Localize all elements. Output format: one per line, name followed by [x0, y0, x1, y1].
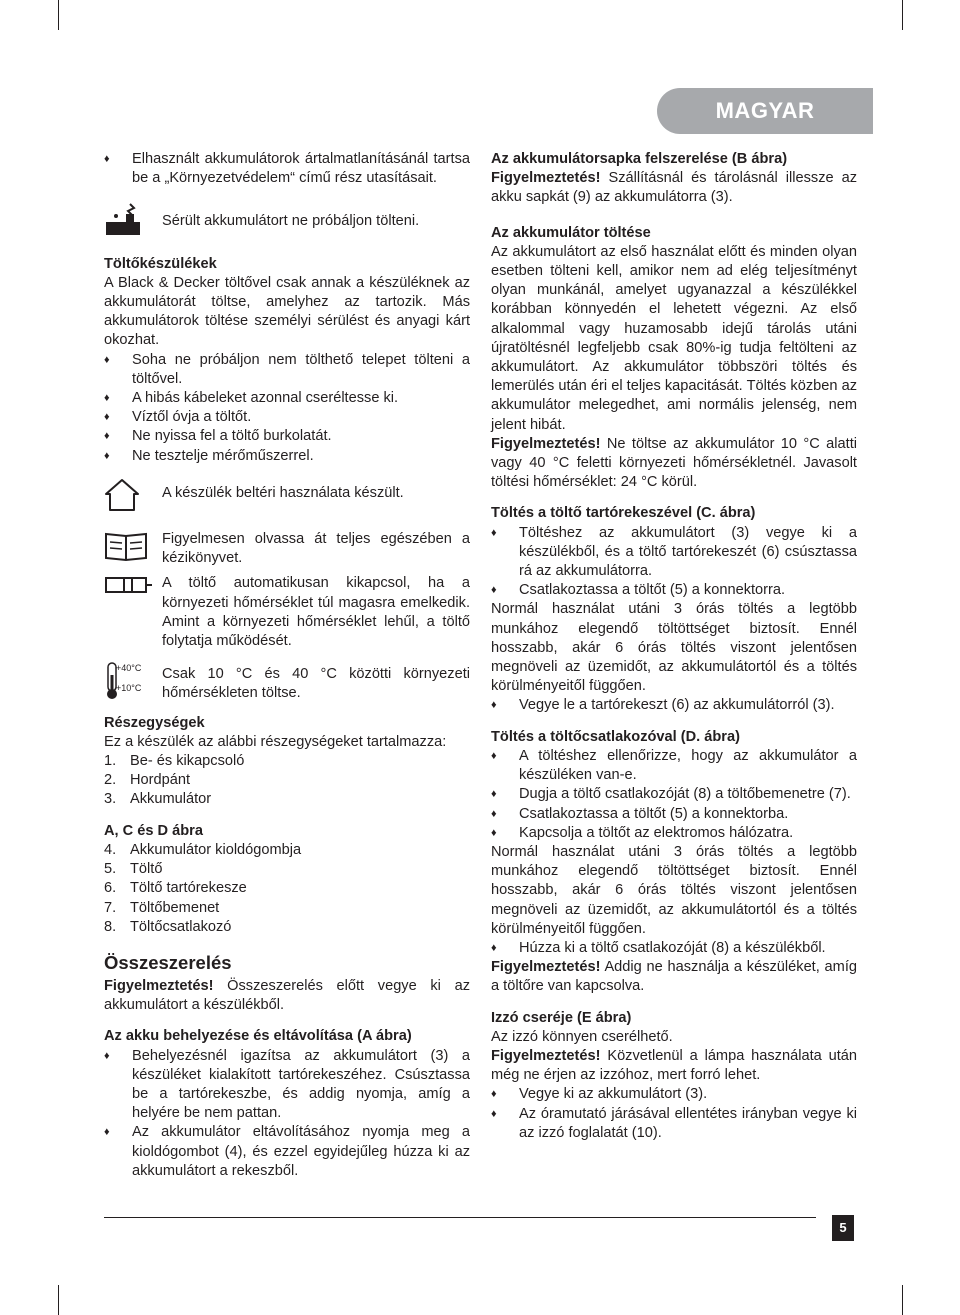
chargers-text: A Black & Decker töltővel csak annak a készüléknek az akkumulátorát töltse, amelyhez az tartozik. Más akkumulátorok töltése személyi sérülést és anyagi kárt okozhat. — [104, 274, 470, 349]
damaged-warning-text: Sérült akkumulátort ne próbáljon tölteni. — [162, 213, 420, 230]
bullet-text: Az akkumulátor eltávolításához nyomja meg a kioldógombot (4), és ezzel egyidejűleg húzza ki az akkumulátort a rekeszből. — [132, 1124, 470, 1179]
temp-range-text: Csak 10 °C és 40 °C közötti környezeti hőmérsékleten töltse. — [162, 666, 470, 702]
bullet-text: Víztől óvja a töltőt. — [132, 409, 252, 426]
bullet-text: Kapcsolja a töltőt az elektromos hálózatra. — [519, 824, 794, 841]
crop-mark — [58, 1285, 59, 1315]
list-item — [104, 879, 470, 898]
cap-warning — [491, 169, 857, 207]
list-item — [491, 524, 857, 582]
list-item — [491, 747, 857, 785]
list-item — [491, 696, 857, 715]
warning-text: Ne töltse az akkumulátor 10 °C alatti vagy 40 °C feletti környezeti hőmérsékletnél. Javasolt töltési hőmérséklet: 24 °C körül. — [491, 435, 857, 491]
list-item — [104, 1047, 470, 1124]
indoor-row — [104, 478, 470, 518]
diamond-bullet-icon: ♦ — [491, 788, 497, 801]
warning-text: Közvetlenül a lámpa használata után még ne érjen az izzóhoz, mert forró lehet. — [491, 1047, 857, 1084]
bullet-text: Vegye ki az akkumulátort (3). — [519, 1086, 708, 1103]
right-column — [491, 150, 857, 1143]
item-number: 4. — [104, 841, 117, 858]
list-item — [104, 427, 470, 446]
item-number: 5. — [104, 861, 117, 878]
diamond-bullet-icon: ♦ — [491, 526, 497, 539]
list-item — [104, 447, 470, 466]
holder-bullets — [491, 524, 857, 601]
item-text: Hordpánt — [130, 772, 191, 789]
charging-warning — [491, 435, 857, 493]
list-item — [491, 805, 857, 824]
book-icon — [104, 530, 162, 568]
list-item — [104, 752, 470, 771]
warning-label: Figyelmeztetés! — [104, 977, 214, 994]
diamond-bullet-icon: ♦ — [104, 1126, 110, 1139]
list-item — [104, 408, 470, 427]
bulb-bullets — [491, 1085, 857, 1143]
figs-parts-list — [104, 841, 470, 937]
bullet-text: Soha ne próbáljon nem tölthető telepet tölteni a töltővel. — [132, 351, 470, 387]
left-column — [104, 150, 470, 1181]
connector-warning — [491, 958, 857, 996]
list-item — [491, 581, 857, 600]
list-item — [104, 389, 470, 408]
list-item — [491, 1105, 857, 1143]
damaged-battery-row — [104, 202, 470, 244]
diamond-bullet-icon: ♦ — [104, 1049, 110, 1062]
charging-heading: Az akkumulátor töltése — [491, 224, 651, 241]
item-text: Akkumulátor kioldógombja — [130, 841, 302, 858]
bullet-text: A hibás kábeleket azonnal cseréltesse ki. — [132, 390, 399, 407]
charger-bullets — [104, 351, 470, 466]
item-number: 6. — [104, 880, 117, 897]
item-text: Töltőbemenet — [130, 899, 220, 916]
bullet-text: Vegye le a tartórekeszt (6) az akkumulátorról (3). — [519, 697, 835, 714]
bullet-text: Ne tesztelje mérőműszerrel. — [132, 447, 314, 464]
item-number: 3. — [104, 791, 117, 808]
indoor-text: A készülék beltéri használata készült. — [162, 484, 404, 501]
manual-text: Figyelmesen olvassa át teljes egészében a kézikönyvet. — [162, 531, 470, 567]
list-item — [491, 939, 857, 958]
diamond-bullet-icon: ♦ — [104, 153, 110, 165]
diamond-bullet-icon: ♦ — [491, 807, 497, 820]
bullet-text: Csatlakoztassa a töltőt (5) a konnektorba. — [519, 805, 789, 822]
bulb-heading: Izzó cseréje (E ábra) — [491, 1009, 632, 1026]
thermometer-high-label: +40°C — [116, 663, 142, 674]
diamond-bullet-icon: ♦ — [104, 430, 110, 443]
list-item — [491, 1085, 857, 1104]
footer-rule — [104, 1217, 816, 1218]
holder-text: Normál használat utáni 3 órás töltés a legtöbb munkához elegendő töltöttséget biztosít. Ennél hosszabb, akár 6 órás töltés viszont jelentősen megnöveli az üzemidőt, az akkumulátortól és a töltés körülményeitől függően. — [491, 601, 857, 695]
warning-label: Figyelmeztetés! — [491, 170, 601, 187]
item-text: Be- és kikapcsoló — [130, 753, 245, 770]
warning-label: Figyelmeztetés! — [491, 1047, 601, 1064]
connector-text: Normál használat utáni 3 órás töltés a legtöbb munkához elegendő töltöttséget biztosít. Ennél hosszabb, akár 6 órás töltés viszont jelentősen megnöveli az üzemidőt, az akkumulátortól és a töltés körülményeitől függően. — [491, 843, 857, 937]
connector-heading: Töltés a töltőcsatlakozóval (D. ábra) — [491, 728, 740, 745]
bulb-warning — [491, 1047, 857, 1085]
assembly-heading: Összeszerelés — [104, 951, 232, 973]
diamond-bullet-icon: ♦ — [491, 1107, 497, 1120]
list-item — [104, 918, 470, 937]
diamond-bullet-icon: ♦ — [104, 353, 110, 366]
house-icon — [104, 478, 162, 518]
warning-text: Addig ne használja a készüléket, amíg a töltőre van kapcsolva. — [491, 959, 857, 995]
item-text: Töltő — [130, 861, 163, 878]
item-text: Töltőcsatlakozó — [130, 918, 232, 935]
list-item — [104, 150, 470, 188]
diamond-bullet-icon: ♦ — [491, 941, 497, 954]
bullet-text: Ne nyissa fel a töltő burkolatát. — [132, 428, 332, 445]
insert-bullets — [104, 1047, 470, 1181]
item-text: Töltő tartórekesze — [130, 880, 247, 897]
item-number: 2. — [104, 772, 117, 789]
bullet-text: A töltéshez ellenőrizze, hogy az akkumulátor a készüléken van-e. — [519, 747, 857, 784]
bullet-text: Elhasznált akkumulátorok ártalmatlanításánál tartsa be a „Környezetvédelem“ című rész utasításait. — [132, 151, 470, 187]
temp-range-row — [104, 661, 470, 703]
page-number: 5 — [832, 1215, 854, 1241]
connector-bullets — [491, 747, 857, 843]
bullet-text: Az óramutató járásával ellentétes irányban vegye ki az izzó foglalatát (10). — [519, 1105, 857, 1141]
diamond-bullet-icon: ♦ — [104, 392, 110, 405]
thermometer-icon — [104, 661, 162, 703]
parts-text: Ez a készülék az alábbi részegységeket tartalmazza: — [104, 733, 447, 750]
list-item — [104, 351, 470, 389]
diamond-bullet-icon: ♦ — [104, 449, 110, 462]
diamond-bullet-icon: ♦ — [491, 1088, 497, 1101]
charging-text: Az akkumulátort az első használat előtt és minden olyan esetben tölteni kell, amikor nem ad elég teljesítményt olyan munkánál, amelyet ugyanazzal a készülékkel korábban könnyedén el lehetett végezni. Az első alkalommal vagy huzamosabb idejű tárolás utáni újratöltésnél legfeljebb csak 80%-ig tudja feltölteni az akkumulátort. Az akkumulátor többszöri töltés és lemerülés után éri el teljes kapacitását. Töltés közben az akkumulátor melegedhet, ami normális jelenség, nem jelent hibát. — [491, 243, 857, 433]
warning-label: Figyelmeztetés! — [491, 435, 601, 452]
insert-heading: Az akku behelyezése és eltávolítása (A ábra) — [104, 1028, 412, 1045]
diamond-bullet-icon: ♦ — [104, 411, 110, 424]
manual-row — [104, 530, 470, 568]
bullet-text: Húzza ki a töltő csatlakozóját (8) a készülékből. — [519, 939, 826, 956]
crop-mark — [902, 0, 903, 30]
thermometer-low-label: +10°C — [116, 683, 142, 694]
thermal-row — [104, 574, 470, 651]
figs-heading: A, C és D ábra — [104, 822, 203, 839]
list-item — [491, 824, 857, 843]
diamond-bullet-icon: ♦ — [491, 584, 497, 597]
item-number: 7. — [104, 899, 117, 916]
holder-heading: Töltés a töltő tartórekeszével (C. ábra) — [491, 505, 756, 522]
list-item — [491, 785, 857, 804]
damaged-battery-icon — [104, 202, 162, 244]
warning-text: Összeszerelés előtt vegye ki az akkumulátort a készülékből. — [104, 977, 470, 1014]
bullet-text: Dugja a töltő csatlakozóját (8) a töltőbemenetre (7). — [519, 786, 851, 803]
diamond-bullet-icon: ♦ — [491, 699, 497, 712]
bullet-text: Behelyezésnél igazítsa az akkumulátort (3) a készüléket kialakított tartórekeszéhez. Csúsztassa be a tartórekeszbe, és addig nyomja, amíg a helyére be nem pattan. — [132, 1047, 470, 1122]
crop-mark — [902, 1285, 903, 1315]
list-item — [104, 790, 470, 809]
bulb-text: Az izzó könnyen cserélhető. — [491, 1028, 673, 1045]
bullet-text: Töltéshez az akkumulátort (3) vegye ki a készülékből, és a töltő tartórekeszét (6) csúsztassa rá az akkumulátorra. — [519, 524, 857, 580]
assembly-warning — [104, 977, 470, 1015]
list-item — [104, 841, 470, 860]
crop-mark — [58, 0, 59, 30]
list-item — [104, 860, 470, 879]
diamond-bullet-icon: ♦ — [491, 749, 497, 762]
parts-list — [104, 752, 470, 810]
language-tab: MAGYAR — [657, 88, 873, 134]
thermal-cutoff-icon — [104, 574, 162, 602]
warning-text: Szállításnál és tárolásnál illessze az akku sapkát (9) az akkumulátorra (3). — [491, 170, 857, 206]
parts-heading: Részegységek — [104, 714, 205, 731]
list-item — [104, 1123, 470, 1181]
cap-heading: Az akkumulátorsapka felszerelése (B ábra) — [491, 151, 788, 167]
item-number: 8. — [104, 918, 117, 935]
diamond-bullet-icon: ♦ — [491, 826, 497, 839]
item-number: 1. — [104, 753, 117, 770]
thermal-text: A töltő automatikusan kikapcsol, ha a környezeti hőmérséklet túl magasra emelkedik. Amint a környezeti hőmérséklet lehűl, a töltő folytatja működését. — [162, 575, 470, 650]
bullet-text: Csatlakoztassa a töltőt (5) a konnektorra. — [519, 582, 786, 599]
chargers-heading: Töltőkészülékek — [104, 255, 217, 272]
warning-label: Figyelmeztetés! — [491, 959, 601, 976]
list-item — [104, 771, 470, 790]
item-text: Akkumulátor — [130, 791, 212, 808]
list-item — [104, 899, 470, 918]
